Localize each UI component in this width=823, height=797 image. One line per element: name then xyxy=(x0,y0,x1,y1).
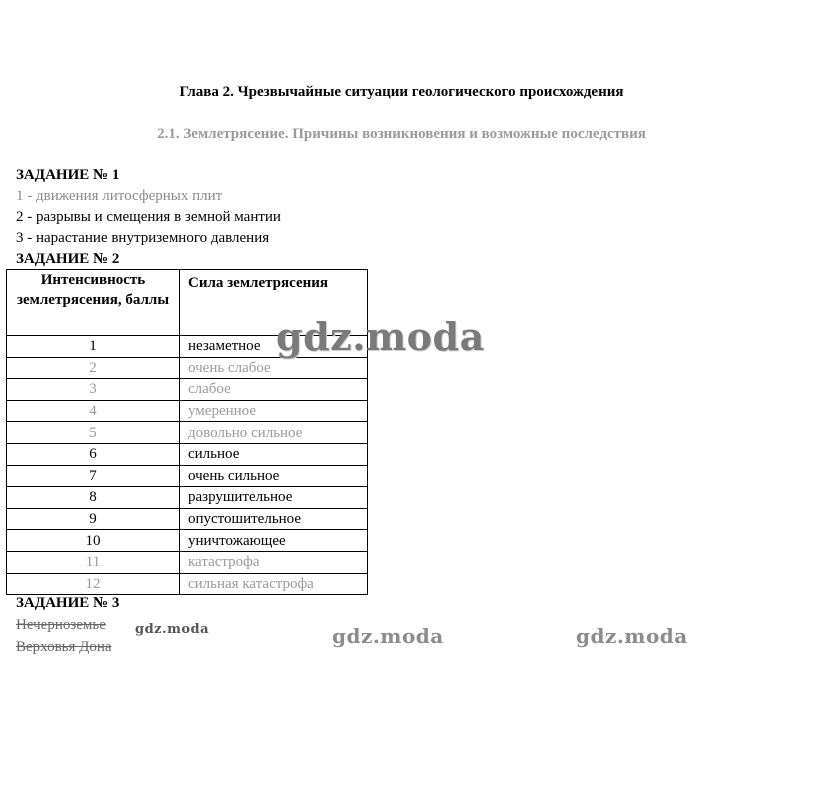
table-row xyxy=(7,443,368,465)
score-cell: 2 xyxy=(7,357,180,379)
strength-cell: сильное xyxy=(180,443,368,465)
strength-cell: уничтожающее xyxy=(180,530,368,552)
table-row xyxy=(7,400,368,422)
header-strength: Сила землетрясения xyxy=(180,270,368,336)
score-cell: 3 xyxy=(7,379,180,401)
watermark-logo: gdz.moda xyxy=(332,624,444,648)
task1-answer-1: 1 - движения литосферных плит xyxy=(16,188,223,204)
score-cell: 6 xyxy=(7,443,180,465)
score-cell: 4 xyxy=(7,400,180,422)
strength-cell: незаметное xyxy=(180,336,368,358)
table-row xyxy=(7,487,368,509)
table-row xyxy=(7,379,368,401)
score-cell: 12 xyxy=(7,573,180,595)
strength-cell: очень слабое xyxy=(180,357,368,379)
score-cell: 1 xyxy=(7,336,180,358)
strength-cell: слабое xyxy=(180,379,368,401)
strength-cell: катастрофа xyxy=(180,551,368,573)
chapter-title: Глава 2. Чрезвычайные ситуации геологического происхождения xyxy=(179,84,624,100)
header-intensity: Интенсивность землетрясения, баллы xyxy=(7,270,180,336)
strength-cell: умеренное xyxy=(180,400,368,422)
strength-cell: разрушительное xyxy=(180,487,368,509)
strength-cell: сильная катастрофа xyxy=(180,573,368,595)
task1-answer-2: 2 - разрывы и смещения в земной мантии xyxy=(16,209,281,225)
watermark-logo: gdz.moda xyxy=(576,624,688,648)
strength-cell: очень сильное xyxy=(180,465,368,487)
strength-cell: довольно сильное xyxy=(180,422,368,444)
task2-heading: ЗАДАНИЕ № 2 xyxy=(16,251,120,267)
task3-heading: ЗАДАНИЕ № 3 xyxy=(16,595,120,611)
score-cell: 11 xyxy=(7,551,180,573)
table-row xyxy=(7,573,368,595)
score-cell: 8 xyxy=(7,487,180,509)
table-row xyxy=(7,357,368,379)
score-cell: 9 xyxy=(7,508,180,530)
task1-heading: ЗАДАНИЕ № 1 xyxy=(16,167,120,183)
watermark-logo: gdz.moda xyxy=(135,622,210,637)
table-row xyxy=(7,530,368,552)
table-row xyxy=(7,422,368,444)
table-row xyxy=(7,508,368,530)
score-cell: 10 xyxy=(7,530,180,552)
score-cell: 5 xyxy=(7,422,180,444)
watermark-logo: gdz.moda xyxy=(276,314,485,359)
table-row xyxy=(7,551,368,573)
section-title: 2.1. Землетрясение. Причины возникновения и возможные последствия xyxy=(157,126,646,142)
task3-answer-1: Нечерноземье xyxy=(16,617,106,633)
task3-answer-2: Верховья Дона xyxy=(16,639,112,655)
task1-answer-3: 3 - нарастание внутриземного давления xyxy=(16,230,270,246)
strength-cell: опустошительное xyxy=(180,508,368,530)
score-cell: 7 xyxy=(7,465,180,487)
table-row xyxy=(7,465,368,487)
